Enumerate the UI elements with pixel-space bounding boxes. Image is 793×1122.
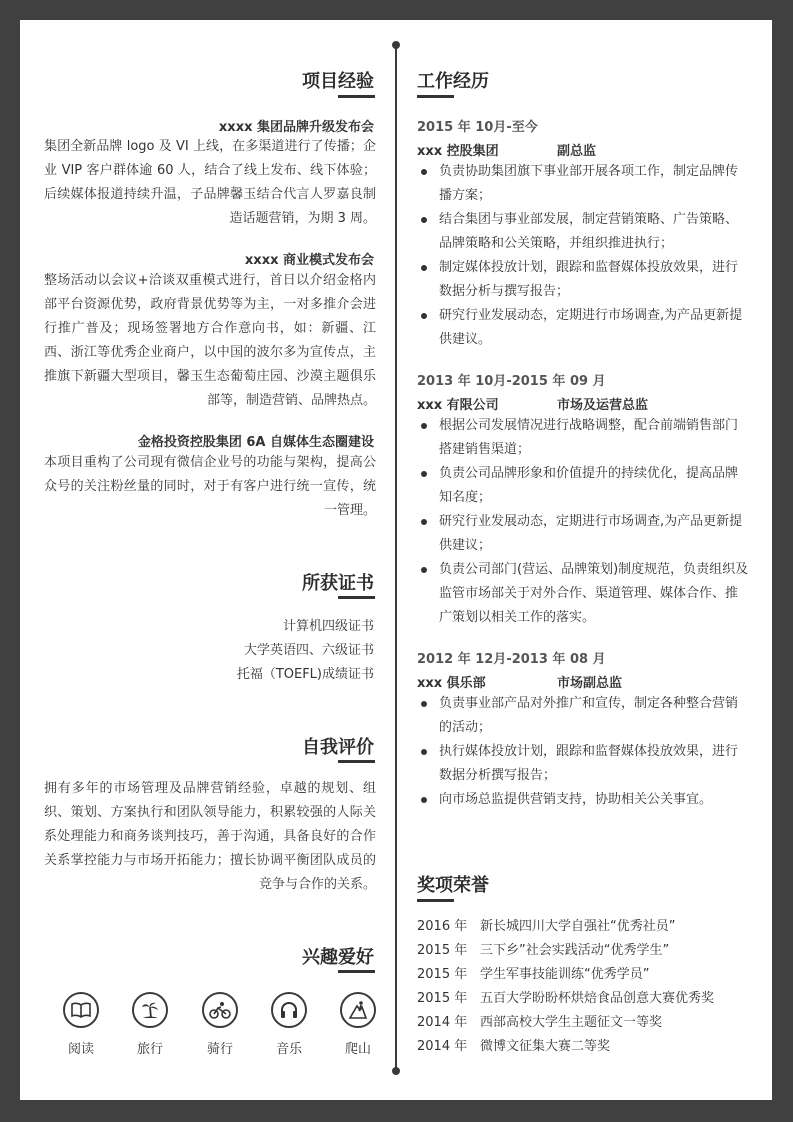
timeline-dot-top (392, 41, 400, 49)
hobby-travel (130, 992, 170, 1057)
job-date: 2015 年 10月-至今 (417, 120, 538, 135)
project-description: 集团全新品牌 logo 及 VI 上线，在多渠道进行了传播；企业 VIP 客户群体逾 60 人，结合了线上发布、线下体验；后续媒体报道持续升温，子品牌馨玉结合代言人罗嘉良制造话题营销，为期 3 周。 (44, 139, 376, 226)
self-eval-heading-underline (338, 760, 375, 763)
job-duties (417, 160, 749, 352)
award-text: 三下乡”社会实践活动“优秀学生” (480, 943, 670, 958)
palm-tree-icon (132, 992, 168, 1028)
resume-page (20, 20, 772, 1100)
duty-item: 负责事业部产品对外推广和宣传，制定各种整合营销的活动； (417, 692, 749, 740)
job-company: xxx 俱乐部 (417, 676, 486, 691)
job-date: 2013 年 10月-2015 年 09 月 (417, 374, 606, 389)
hobby-label: 骑行 (206, 1042, 233, 1057)
job-company: xxx 控股集团 (417, 144, 499, 159)
project-title: 金格投资控股集团 6A 自媒体生态圈建设 (137, 435, 374, 450)
hobby-label: 阅读 (67, 1042, 94, 1057)
book-icon (63, 992, 99, 1028)
duty-item: 根据公司发展情况进行战略调整，配合前端销售部门搭建销售渠道； (417, 414, 749, 462)
project-title: xxxx 集团品牌升级发布会 (218, 120, 374, 135)
duty-item: 执行媒体投放计划，跟踪和监督媒体投放效果，进行数据分析撰写报告； (417, 740, 749, 788)
hobby-cycling (200, 992, 240, 1057)
timeline-dot-bottom (392, 1067, 400, 1075)
job-duties (417, 692, 749, 812)
project-description: 整场活动以会议+洽谈双重模式进行，首日以介绍金格内部平台资源优势，政府背景优势等为主，一对多推介会进行推广普及；现场签署地方合作意向书，如：新疆、江西、浙江等优秀企业商户，以中国的波尔多为宣传点，主推旗下新疆大型项目，馨玉生态葡萄庄园、沙漠主题俱乐部等，制造营销、品牌热点。 (44, 273, 376, 408)
hobby-reading (61, 992, 101, 1057)
duty-item: 负责公司部门(营运、品牌策划)制度规范，负责组织及监管市场部关于对外合作、渠道管理、媒体合作、推广策划以相关工作的落实。 (417, 558, 749, 630)
award-year: 2015 年 (417, 967, 468, 982)
duty-item: 向市场总监提供营销支持，协助相关公关事宜。 (417, 788, 749, 812)
job-duties (417, 414, 749, 630)
cert-item: 计算机四级证书 (282, 619, 374, 634)
duty-item: 结合集团与事业部发展，制定营销策略、广告策略、品牌策略和公关策略，并组织推进执行； (417, 208, 749, 256)
award-item (417, 1035, 610, 1059)
hobby-label: 音乐 (275, 1042, 302, 1057)
hobby-music (269, 992, 309, 1057)
award-item (417, 1011, 662, 1035)
award-item (417, 987, 714, 1011)
award-text: 微博文征集大赛二等奖 (480, 1039, 611, 1054)
duty-item: 制定媒体投放计划，跟踪和监督媒体投放效果，进行数据分析与撰写报告； (417, 256, 749, 304)
award-text: 西部高校大学生主题征文一等奖 (480, 1015, 663, 1030)
projects-heading-underline (338, 95, 375, 98)
self-eval-text: 拥有多年的市场管理及品牌营销经验，卓越的规划、组织、策划、方案执行和团队领导能力，积累较强的人际关系处理能力和商务谈判技巧，善于沟通，具备良好的合作关系掌控能力与市场开拓能力；擅长协调平衡团队成员的竞争与合作的关系。 (44, 781, 376, 892)
project-description: 本项目重构了公司现有微信企业号的功能与架构，提高公众号的关注粉丝量的同时，对于有客户进行统一宣传，统一管理。 (44, 455, 376, 518)
headphones-icon (271, 992, 307, 1028)
job-date: 2012 年 12月-2013 年 08 月 (417, 652, 606, 667)
award-item (417, 963, 649, 987)
hobby-label: 旅行 (136, 1042, 163, 1057)
duty-item: 负责协助集团旗下事业部开展各项工作，制定品牌传播方案； (417, 160, 749, 208)
certs-heading: 所获证书 (302, 573, 374, 594)
hobby-climbing (338, 992, 378, 1057)
awards-heading-underline (417, 899, 454, 902)
award-item (417, 915, 675, 939)
hobbies-heading: 兴趣爱好 (302, 947, 374, 968)
job-title: 市场及运营总监 (557, 398, 649, 413)
cert-item: 托福（TOEFL)成绩证书 (236, 667, 374, 682)
duty-item: 研究行业发展动态，定期进行市场调查,为产品更新提供建议； (417, 510, 749, 558)
projects-heading: 项目经验 (302, 71, 374, 92)
job-title: 市场副总监 (557, 676, 623, 691)
award-year: 2015 年 (417, 943, 468, 958)
work-heading-underline (417, 95, 454, 98)
self-eval-heading: 自我评价 (302, 737, 374, 758)
cert-item: 大学英语四、六级证书 (243, 643, 374, 658)
bicycle-icon (202, 992, 238, 1028)
award-year: 2014 年 (417, 1039, 468, 1054)
job-title: 副总监 (557, 144, 597, 159)
duty-item: 负责公司品牌形象和价值提升的持续优化，提高品牌知名度； (417, 462, 749, 510)
timeline-line (395, 44, 397, 1074)
hobbies-heading-underline (338, 970, 375, 973)
award-year: 2014 年 (417, 1015, 468, 1030)
awards-heading: 奖项荣誉 (417, 875, 489, 896)
work-heading: 工作经历 (417, 71, 489, 92)
hobby-label: 爬山 (344, 1042, 371, 1057)
certs-heading-underline (338, 596, 375, 599)
project-title: xxxx 商业模式发布会 (244, 253, 374, 268)
award-year: 2015 年 (417, 991, 468, 1006)
job-company: xxx 有限公司 (417, 398, 499, 413)
award-item (417, 939, 669, 963)
award-year: 2016 年 (417, 919, 468, 934)
award-text: 五百大学盼盼杯烘焙食品创意大赛优秀奖 (480, 991, 715, 1006)
mountain-climb-icon (340, 992, 376, 1028)
award-text: 新长城四川大学自强社“优秀社员” (480, 919, 676, 934)
duty-item: 研究行业发展动态，定期进行市场调查,为产品更新提供建议。 (417, 304, 749, 352)
award-text: 学生军事技能训练“优秀学员” (480, 967, 650, 982)
